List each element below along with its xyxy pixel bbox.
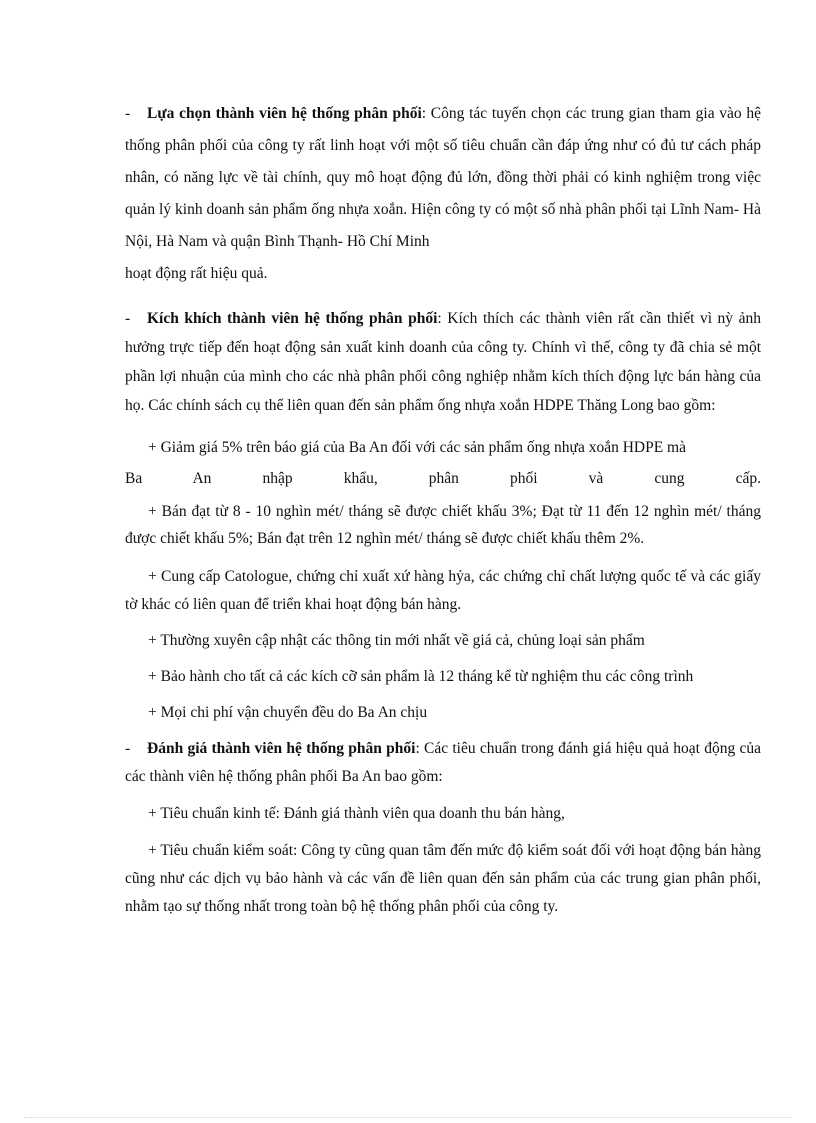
heading-lua-chon: Lựa chọn thành viên hệ thống phân phối	[147, 105, 422, 122]
heading-danh-gia: Đánh giá thành viên hệ thống phân phối	[147, 740, 416, 757]
policy-giam-gia-last: Ba An nhập khẩu, phân phối và cung cấp.	[125, 470, 761, 487]
policy-giam-gia-text: + Giảm giá 5% trên báo giá của Ba An đối với các sản phẩm ống nhựa xoắn HDPE mà	[148, 439, 686, 456]
body-lua-chon: : Công tác tuyển chọn các trung gian tham gia vào hệ thống phân phối của công ty rất linh hoạt với một số tiêu chuẩn cần đáp ứng như có đủ tư cách pháp nhân, có năng lực về tài chính, quy mô hoạt động đủ lớn, đồng thời phải có kinh nghiệm trong việc quản lý kinh doanh sản phẩm ống nhựa xoắn. Hiện công ty có một số nhà phân phối tại Lĩnh Nam- Hà Nội, Hà Nam và quận Bình Thạnh- Hồ Chí Minh	[125, 105, 761, 250]
policy-cung-cap: + Cung cấp Catologue, chứng chỉ xuất xứ hàng hỷa, các chứng chỉ chất lượng quốc tế và các giấy tờ khác có liên quan để triển khai hoạt động bán hàng.	[125, 568, 761, 613]
policy-bao-hanh: + Bảo hành cho tất cả các kích cỡ sản phẩm là 12 tháng kể từ nghiệm thu các công trình	[148, 668, 694, 685]
paragraph-lua-chon	[125, 98, 761, 290]
body-danh-gia: : Các tiêu chuẩn trong đánh giá hiệu quả hoạt động của các thành viên hệ thống phân phối Ba An bao gồm:	[125, 740, 761, 785]
policy-thuong-xuyen: + Thường xuyên cập nhật các thông tin mới nhất về giá cả, chủng loại sản phẩm	[148, 632, 645, 649]
policy-giam-gia	[125, 432, 761, 494]
policy-moi-chi-phi: + Mọi chi phí vận chuyển đều do Ba An chịu	[148, 704, 428, 721]
criterion-kiem-soat: + Tiêu chuẩn kiểm soát: Công ty cũng quan tâm đến mức độ kiểm soát đối với hoạt động bán hàng cũng như các dịch vụ bảo hành và các vấn đề liên quan đến sản phẩm của các trung gian phân phối, nhằm tạo sự thống nhất trong toàn bộ hệ thống phân phối của công ty.	[125, 842, 761, 915]
bullet-dash: -	[125, 310, 131, 327]
bullet-dash: -	[125, 105, 131, 122]
paragraph-kich-thich	[125, 304, 761, 420]
bullet-dash: -	[125, 740, 131, 757]
heading-kich-thich: Kích khích thành viên hệ thống phân phối	[147, 310, 438, 327]
document-page	[125, 98, 761, 921]
body-kich-thich: : Kích thích các thành viên rất cần thiết vì nỳ ảnh hưởng trực tiếp đến hoạt động sản xuất kinh doanh của công ty. Chính vì thế, công ty đã chia sẻ một phần lợi nhuận của mình cho các nhà phân phối công nghiệp nhằm kích thích động lực bán hàng của họ. Các chính sách cụ thể liên quan đến sản phẩm ống nhựa xoắn HDPE Thăng Long bao gồm:	[125, 310, 761, 414]
criterion-kinh-te: + Tiêu chuẩn kinh tế: Đánh giá thành viên qua doanh thu bán hàng,	[148, 805, 565, 822]
body-lua-chon-last: hoạt động rất hiệu quả.	[125, 265, 268, 282]
paragraph-danh-gia	[125, 735, 761, 791]
policy-ban-dat: + Bán đạt từ 8 - 10 nghìn mét/ tháng sẽ được chiết khấu 3%; Đạt từ 11 đến 12 nghìn mét/ tháng được chiết khấu 5%; Bán đạt trên 12 nghìn mét/ tháng sẽ được chiết khấu thêm 2%.	[125, 503, 761, 547]
page-bottom-divider	[24, 1117, 792, 1118]
